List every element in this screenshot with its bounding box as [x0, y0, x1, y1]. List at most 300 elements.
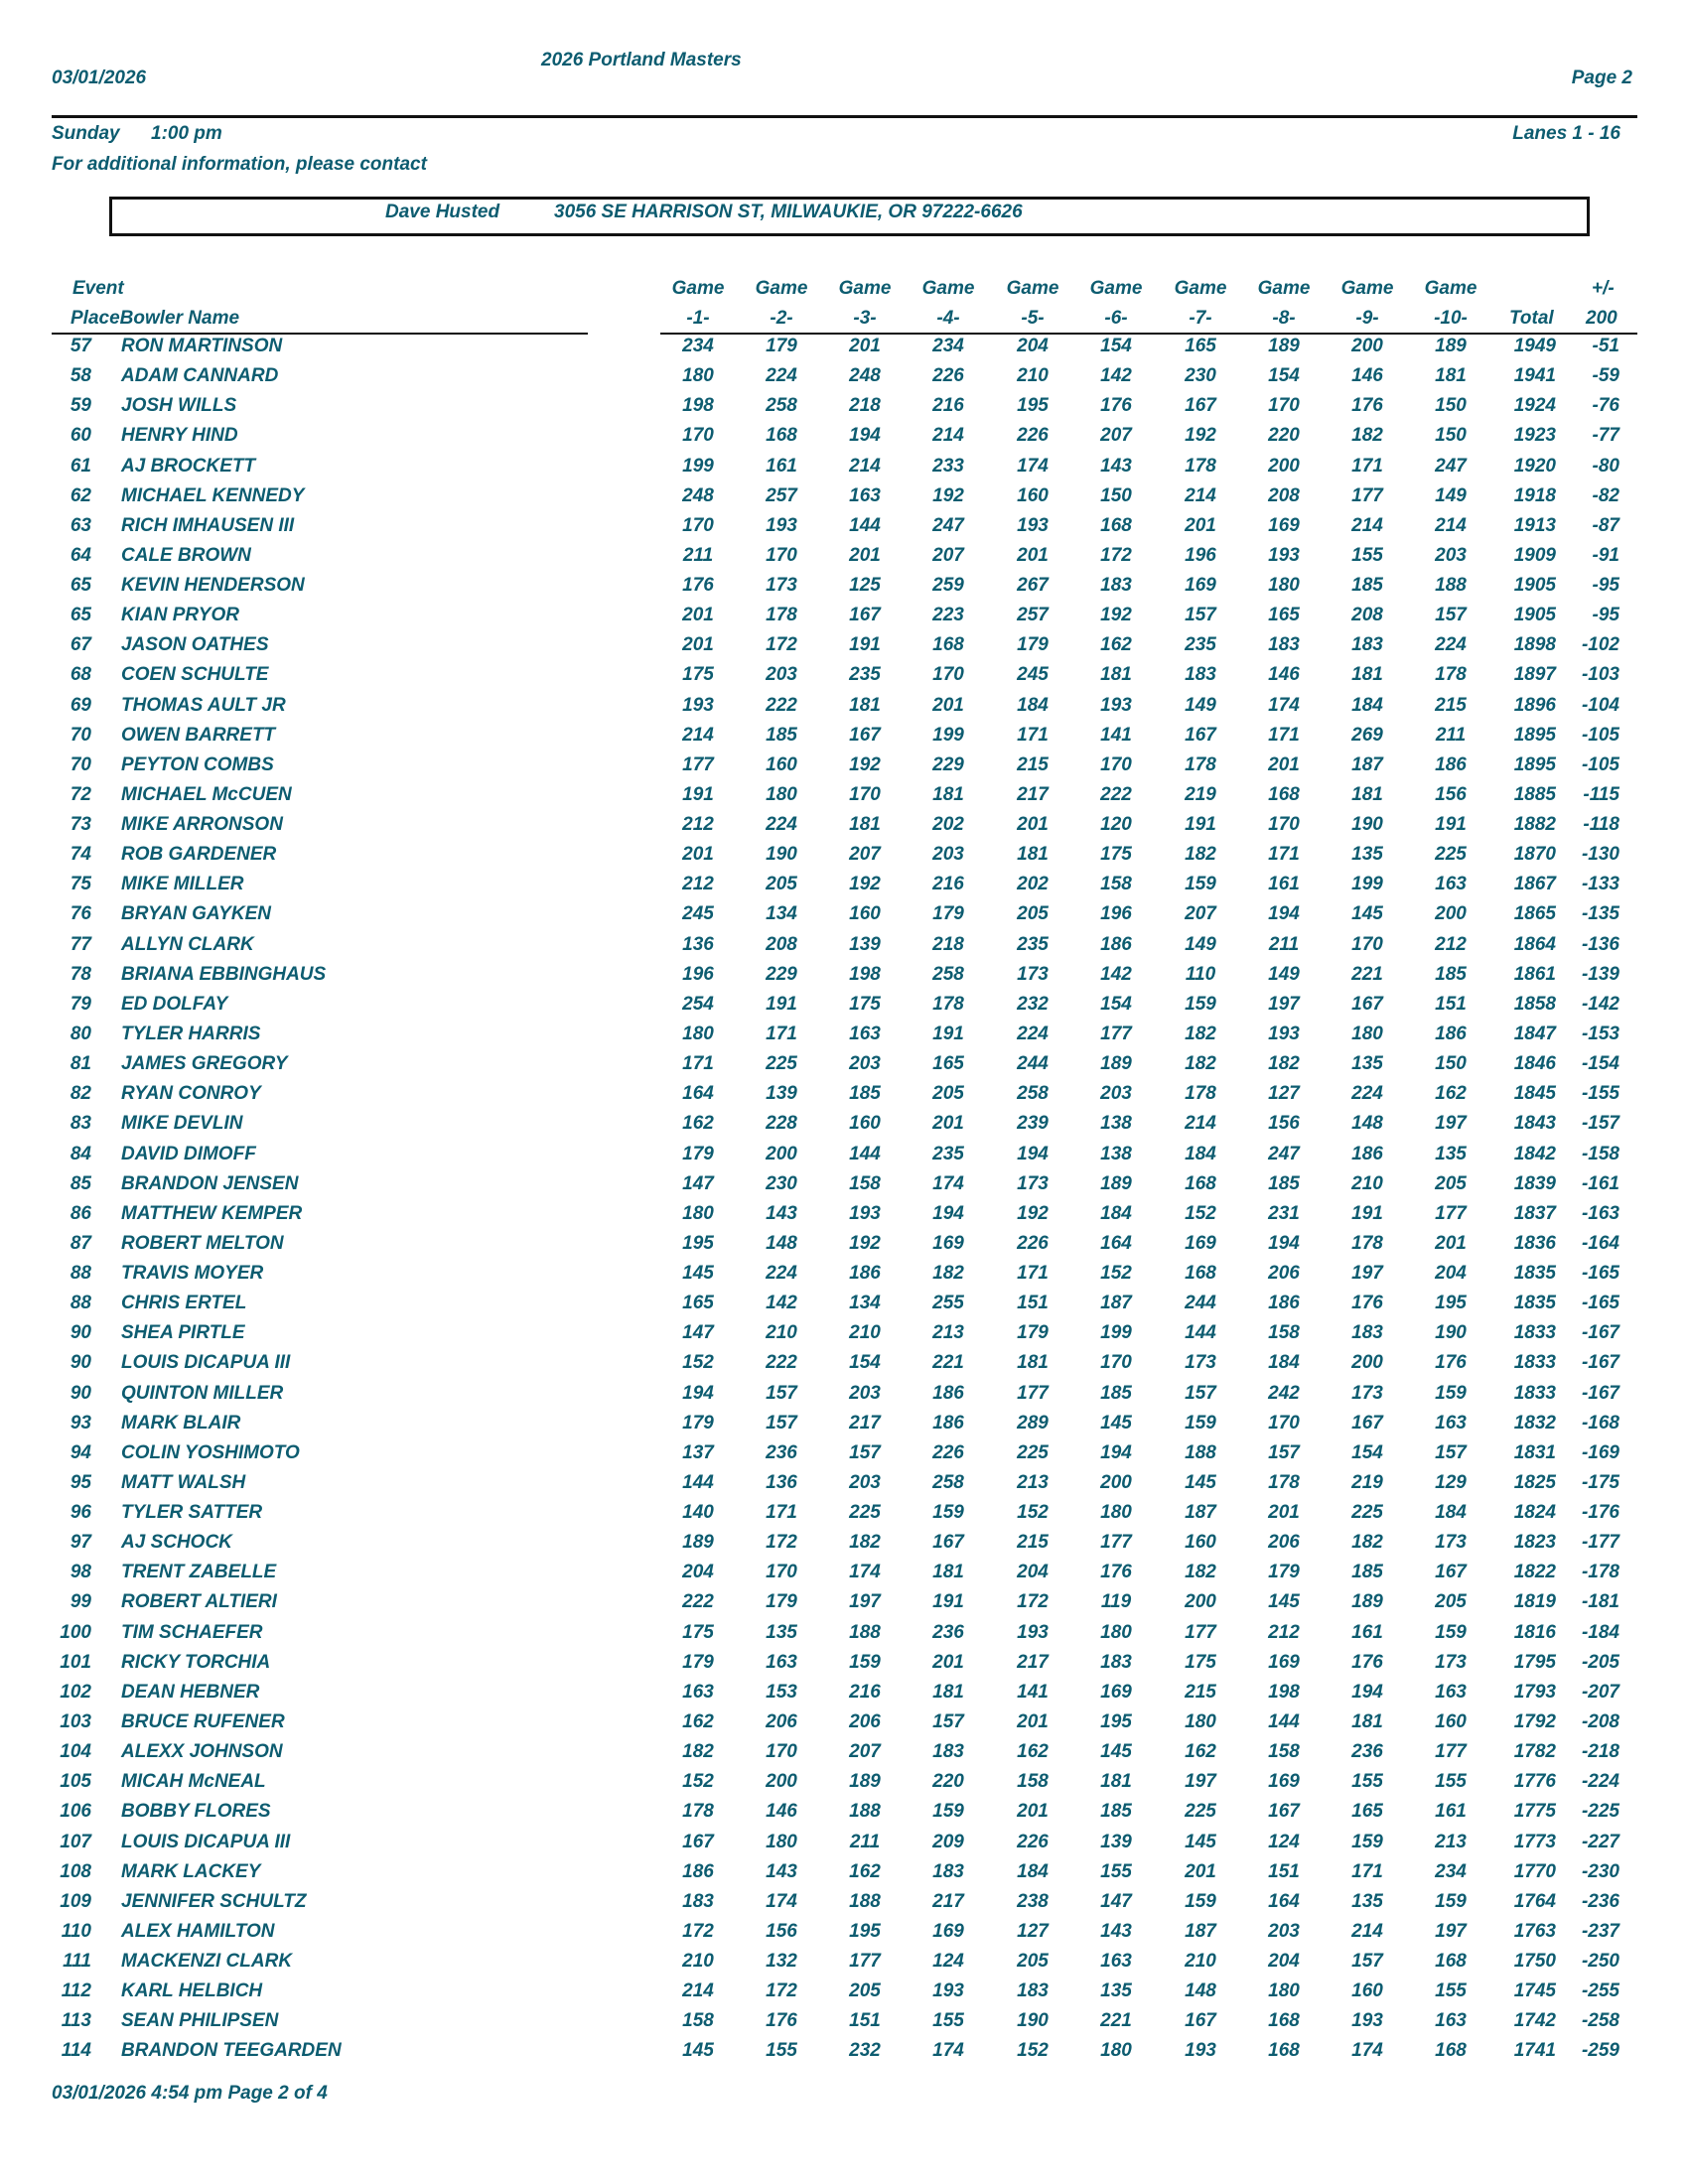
table-row [0, 1383, 1688, 1413]
game-1-score-cell: 204 [682, 1562, 714, 1583]
game-9-score-cell: 194 [1351, 1681, 1383, 1703]
game-1-score-cell: 201 [682, 844, 714, 866]
game-4-score-cell: 179 [932, 903, 964, 925]
plusminus-cell: -77 [1592, 425, 1619, 447]
game-4-score-cell: 229 [932, 753, 964, 775]
game-6-score-cell: 175 [1100, 844, 1132, 866]
game-5-score-cell: 226 [1017, 425, 1049, 447]
game-6-score-cell: 185 [1100, 1382, 1132, 1404]
game-6-score-cell: 119 [1100, 1591, 1132, 1613]
plusminus-cell: -175 [1581, 1471, 1619, 1493]
game-7-score-cell: 235 [1185, 634, 1216, 656]
total-cell: 1885 [1513, 783, 1556, 805]
bowler-name-cell: ROBERT ALTIERI [121, 1591, 277, 1613]
game-1-score-cell: 195 [682, 1232, 714, 1254]
game-5-score-cell: 160 [1017, 484, 1049, 506]
game-8-score-cell: 144 [1268, 1710, 1300, 1732]
game-5-score-cell: 201 [1017, 1801, 1049, 1823]
game-10-score-cell: 200 [1435, 903, 1467, 925]
game-1-score-cell: 198 [682, 395, 714, 417]
game-3-score-cell: 207 [849, 844, 881, 866]
total-cell: 1909 [1513, 544, 1556, 566]
game-8-score-cell: 167 [1268, 1801, 1300, 1823]
total-cell: 1792 [1513, 1710, 1556, 1732]
game-5-score-cell: 179 [1017, 634, 1049, 656]
game-8-score-cell: 149 [1268, 963, 1300, 985]
game-5-score-cell: 172 [1017, 1591, 1049, 1613]
game-6-score-cell: 199 [1100, 1322, 1132, 1344]
table-row [0, 1442, 1688, 1472]
table-row [0, 485, 1688, 515]
game-3-score-cell: 154 [849, 1352, 881, 1374]
game-10-score-cell: 163 [1435, 2010, 1467, 2032]
game-9-score-cell: 183 [1351, 634, 1383, 656]
game-6-score-cell: 172 [1100, 544, 1132, 566]
game-8-score-cell: 206 [1268, 1532, 1300, 1554]
table-row [0, 1861, 1688, 1891]
place-cell: 78 [70, 963, 91, 985]
game-7-score-cell: 162 [1185, 1741, 1216, 1763]
game-9-score-cell: 177 [1351, 484, 1383, 506]
game-number-header-6: -6- [1104, 308, 1128, 329]
event-header: Event [72, 278, 124, 299]
game-2-score-cell: 200 [766, 1143, 797, 1164]
total-cell: 1895 [1513, 753, 1556, 775]
game-7-score-cell: 167 [1185, 395, 1216, 417]
total-cell: 1822 [1513, 1562, 1556, 1583]
total-cell: 1949 [1513, 336, 1556, 356]
game-1-score-cell: 211 [682, 544, 714, 566]
game-8-score-cell: 197 [1268, 993, 1300, 1015]
game-9-score-cell: 155 [1351, 544, 1383, 566]
game-9-score-cell: 145 [1351, 903, 1383, 925]
game-2-score-cell: 224 [766, 814, 797, 836]
game-4-score-cell: 199 [932, 724, 964, 746]
game-6-score-cell: 120 [1100, 814, 1132, 836]
total-cell: 1941 [1513, 365, 1556, 387]
game-5-score-cell: 235 [1017, 933, 1049, 955]
game-2-score-cell: 157 [766, 1382, 797, 1404]
total-cell: 1897 [1513, 664, 1556, 686]
game-1-score-cell: 147 [682, 1172, 714, 1194]
place-cell: 113 [61, 2010, 91, 2032]
game-2-score-cell: 172 [766, 1980, 797, 2002]
place-cell: 110 [61, 1920, 91, 1942]
game-10-score-cell: 168 [1435, 1951, 1467, 1973]
bowler-name-cell: TRAVIS MOYER [121, 1263, 264, 1285]
table-row [0, 395, 1688, 425]
bowler-name-cell: MARK LACKEY [121, 1860, 261, 1882]
table-row [0, 1293, 1688, 1322]
game-2-score-cell: 170 [766, 1741, 797, 1763]
bowler-name-cell: BRANDON JENSEN [121, 1172, 299, 1194]
place-cell: 74 [70, 844, 91, 866]
game-3-score-cell: 175 [849, 993, 881, 1015]
report-title: 2026 Portland Masters [541, 50, 742, 70]
game-5-score-cell: 179 [1017, 1322, 1049, 1344]
place-cell: 97 [70, 1532, 91, 1554]
table-row [0, 874, 1688, 903]
game-1-score-cell: 176 [682, 575, 714, 597]
game-2-score-cell: 174 [766, 1890, 797, 1912]
game-header-5: Game [1006, 278, 1059, 299]
game-7-score-cell: 210 [1185, 1951, 1216, 1973]
game-5-score-cell: 141 [1017, 1681, 1049, 1703]
game-1-score-cell: 175 [682, 664, 714, 686]
game-5-score-cell: 194 [1017, 1143, 1049, 1164]
game-7-score-cell: 187 [1185, 1502, 1216, 1524]
total-cell: 1793 [1513, 1681, 1556, 1703]
game-9-score-cell: 208 [1351, 605, 1383, 626]
game-1-score-cell: 136 [682, 933, 714, 955]
game-6-score-cell: 183 [1100, 575, 1132, 597]
game-2-score-cell: 222 [766, 694, 797, 716]
page-number: Page 2 [1571, 68, 1632, 88]
game-6-score-cell: 187 [1100, 1293, 1132, 1314]
total-cell: 1896 [1513, 694, 1556, 716]
game-9-score-cell: 181 [1351, 664, 1383, 686]
place-cell: 90 [70, 1352, 91, 1374]
game-8-score-cell: 168 [1268, 783, 1300, 805]
total-cell: 1839 [1513, 1172, 1556, 1194]
game-2-score-cell: 161 [766, 455, 797, 477]
plusminus-cell: -237 [1581, 1920, 1619, 1942]
total-cell: 1836 [1513, 1232, 1556, 1254]
place-cell: 81 [70, 1053, 91, 1075]
total-cell: 1895 [1513, 724, 1556, 746]
game-10-score-cell: 215 [1435, 694, 1467, 716]
game-10-score-cell: 163 [1435, 1681, 1467, 1703]
game-1-score-cell: 164 [682, 1083, 714, 1105]
game-6-score-cell: 138 [1100, 1143, 1132, 1164]
plusminus-base-header: 200 [1586, 308, 1618, 329]
place-cell: 77 [70, 933, 91, 955]
game-4-score-cell: 205 [932, 1083, 964, 1105]
plusminus-cell: -255 [1581, 1980, 1619, 2002]
bowler-name-cell: MICHAEL KENNEDY [121, 484, 305, 506]
total-cell: 1837 [1513, 1202, 1556, 1224]
bowler-name-cell: JAMES GREGORY [121, 1053, 288, 1075]
game-1-score-cell: 163 [682, 1681, 714, 1703]
game-8-score-cell: 169 [1268, 514, 1300, 536]
game-header-4: Game [921, 278, 975, 299]
game-2-score-cell: 205 [766, 874, 797, 895]
game-1-score-cell: 158 [682, 2010, 714, 2032]
place-cell: 85 [70, 1172, 91, 1194]
place-cell: 88 [70, 1263, 91, 1285]
game-7-score-cell: 169 [1185, 1232, 1216, 1254]
game-2-score-cell: 143 [766, 1202, 797, 1224]
game-9-score-cell: 214 [1351, 514, 1383, 536]
game-7-score-cell: 188 [1185, 1441, 1216, 1463]
game-7-score-cell: 182 [1185, 1023, 1216, 1044]
game-1-score-cell: 180 [682, 1202, 714, 1224]
game-2-score-cell: 176 [766, 2010, 797, 2032]
total-cell: 1825 [1513, 1471, 1556, 1493]
bowler-name-cell: MACKENZI CLARK [121, 1951, 293, 1973]
game-4-score-cell: 169 [932, 1920, 964, 1942]
game-1-score-cell: 178 [682, 1801, 714, 1823]
game-number-header-1: -1- [686, 308, 710, 329]
game-9-score-cell: 181 [1351, 1710, 1383, 1732]
game-9-score-cell: 236 [1351, 1741, 1383, 1763]
game-7-score-cell: 215 [1185, 1681, 1216, 1703]
place-cell: 57 [70, 336, 91, 356]
game-6-score-cell: 154 [1100, 336, 1132, 356]
game-8-score-cell: 193 [1268, 1023, 1300, 1044]
game-4-score-cell: 207 [932, 544, 964, 566]
total-cell: 1905 [1513, 575, 1556, 597]
game-1-score-cell: 193 [682, 694, 714, 716]
plusminus-cell: -105 [1581, 753, 1619, 775]
game-4-score-cell: 192 [932, 484, 964, 506]
plusminus-cell: -225 [1581, 1801, 1619, 1823]
bowler-name-cell: ALEXX JOHNSON [121, 1741, 283, 1763]
game-3-score-cell: 188 [849, 1801, 881, 1823]
game-4-score-cell: 247 [932, 514, 964, 536]
game-8-score-cell: 183 [1268, 634, 1300, 656]
game-5-score-cell: 289 [1017, 1412, 1049, 1433]
game-3-score-cell: 193 [849, 1202, 881, 1224]
total-cell: 1832 [1513, 1412, 1556, 1433]
game-7-score-cell: 187 [1185, 1920, 1216, 1942]
game-6-score-cell: 203 [1100, 1083, 1132, 1105]
game-10-score-cell: 224 [1435, 634, 1467, 656]
game-1-score-cell: 183 [682, 1890, 714, 1912]
game-3-score-cell: 201 [849, 544, 881, 566]
game-7-score-cell: 178 [1185, 455, 1216, 477]
game-2-score-cell: 160 [766, 753, 797, 775]
game-7-score-cell: 219 [1185, 783, 1216, 805]
game-header-8: Game [1257, 278, 1311, 299]
bowler-name-cell: RICKY TORCHIA [121, 1651, 271, 1673]
game-6-score-cell: 143 [1100, 455, 1132, 477]
bowler-name-cell: QUINTON MILLER [121, 1382, 284, 1404]
name-column-rule [52, 333, 588, 335]
table-row [0, 456, 1688, 485]
game-3-score-cell: 160 [849, 1113, 881, 1135]
game-3-score-cell: 192 [849, 753, 881, 775]
total-cell: 1831 [1513, 1441, 1556, 1463]
table-row [0, 1203, 1688, 1233]
game-3-score-cell: 144 [849, 514, 881, 536]
place-cell: 73 [70, 814, 91, 836]
game-4-score-cell: 124 [932, 1951, 964, 1973]
game-7-score-cell: 169 [1185, 575, 1216, 597]
game-8-score-cell: 194 [1268, 1232, 1300, 1254]
game-4-score-cell: 220 [932, 1771, 964, 1793]
game-1-score-cell: 182 [682, 1741, 714, 1763]
game-8-score-cell: 154 [1268, 365, 1300, 387]
total-cell: 1920 [1513, 455, 1556, 477]
plusminus-cell: -80 [1592, 455, 1619, 477]
game-10-score-cell: 159 [1435, 1890, 1467, 1912]
game-9-score-cell: 173 [1351, 1382, 1383, 1404]
game-7-score-cell: 177 [1185, 1621, 1216, 1643]
game-1-score-cell: 245 [682, 903, 714, 925]
plusminus-cell: -169 [1581, 1441, 1619, 1463]
table-row [0, 1951, 1688, 1980]
table-row [0, 994, 1688, 1024]
table-row [0, 365, 1688, 395]
game-10-score-cell: 214 [1435, 514, 1467, 536]
game-1-score-cell: 179 [682, 1143, 714, 1164]
total-cell: 1898 [1513, 634, 1556, 656]
game-9-score-cell: 185 [1351, 1562, 1383, 1583]
total-header: Total [1509, 308, 1554, 329]
game-5-score-cell: 205 [1017, 1951, 1049, 1973]
place-cell: 75 [70, 874, 91, 895]
game-8-score-cell: 170 [1268, 1412, 1300, 1433]
game-10-score-cell: 186 [1435, 1023, 1467, 1044]
table-row [0, 695, 1688, 725]
place-cell: 107 [60, 1831, 91, 1852]
game-8-score-cell: 145 [1268, 1591, 1300, 1613]
game-9-score-cell: 221 [1351, 963, 1383, 985]
game-10-score-cell: 129 [1435, 1471, 1467, 1493]
plusminus-cell: -184 [1581, 1621, 1619, 1643]
game-2-score-cell: 193 [766, 514, 797, 536]
game-2-score-cell: 136 [766, 1471, 797, 1493]
game-5-score-cell: 258 [1017, 1083, 1049, 1105]
game-4-score-cell: 174 [932, 1172, 964, 1194]
game-1-score-cell: 180 [682, 1023, 714, 1044]
game-9-score-cell: 197 [1351, 1263, 1383, 1285]
game-6-score-cell: 143 [1100, 1920, 1132, 1942]
game-9-score-cell: 171 [1351, 1860, 1383, 1882]
game-6-score-cell: 138 [1100, 1113, 1132, 1135]
game-6-score-cell: 181 [1100, 1771, 1132, 1793]
place-cell: 62 [70, 484, 91, 506]
game-4-score-cell: 178 [932, 993, 964, 1015]
table-row [0, 1144, 1688, 1173]
place-cell: 112 [61, 1980, 91, 2002]
game-7-score-cell: 214 [1185, 484, 1216, 506]
game-2-score-cell: 236 [766, 1441, 797, 1463]
game-1-score-cell: 170 [682, 514, 714, 536]
total-cell: 1867 [1513, 874, 1556, 895]
game-4-score-cell: 165 [932, 1053, 964, 1075]
game-8-score-cell: 179 [1268, 1562, 1300, 1583]
plusminus-cell: -82 [1592, 484, 1619, 506]
game-header-1: Game [671, 278, 725, 299]
game-2-score-cell: 155 [766, 2040, 797, 2062]
game-2-score-cell: 143 [766, 1860, 797, 1882]
plusminus-cell: -163 [1581, 1202, 1619, 1224]
game-1-score-cell: 201 [682, 605, 714, 626]
game-10-score-cell: 151 [1435, 993, 1467, 1015]
game-9-score-cell: 176 [1351, 1293, 1383, 1314]
plusminus-cell: -105 [1581, 724, 1619, 746]
game-7-score-cell: 201 [1185, 1860, 1216, 1882]
game-7-score-cell: 149 [1185, 933, 1216, 955]
game-6-score-cell: 176 [1100, 395, 1132, 417]
game-5-score-cell: 181 [1017, 1352, 1049, 1374]
game-3-score-cell: 216 [849, 1681, 881, 1703]
table-row [0, 1113, 1688, 1143]
table-row [0, 1562, 1688, 1591]
game-9-score-cell: 146 [1351, 365, 1383, 387]
place-cell: 68 [70, 664, 91, 686]
game-5-score-cell: 192 [1017, 1202, 1049, 1224]
game-10-score-cell: 159 [1435, 1621, 1467, 1643]
game-6-score-cell: 200 [1100, 1471, 1132, 1493]
game-3-score-cell: 144 [849, 1143, 881, 1164]
game-10-score-cell: 163 [1435, 1412, 1467, 1433]
place-cell: 90 [70, 1322, 91, 1344]
game-9-score-cell: 135 [1351, 844, 1383, 866]
bowler-name-cell: MATTHEW KEMPER [121, 1202, 303, 1224]
bowler-name-cell: ADAM CANNARD [121, 365, 279, 387]
game-2-score-cell: 134 [766, 903, 797, 925]
plusminus-cell: -130 [1581, 844, 1619, 866]
game-4-score-cell: 235 [932, 1143, 964, 1164]
game-6-score-cell: 193 [1100, 694, 1132, 716]
plusminus-cell: -161 [1581, 1172, 1619, 1194]
place-cell: 79 [70, 993, 91, 1015]
game-4-score-cell: 155 [932, 2010, 964, 2032]
total-cell: 1742 [1513, 2010, 1556, 2032]
game-8-score-cell: 193 [1268, 544, 1300, 566]
game-3-score-cell: 160 [849, 903, 881, 925]
game-9-score-cell: 191 [1351, 1202, 1383, 1224]
bowler-name-cell: ALLYN CLARK [121, 933, 254, 955]
game-6-score-cell: 162 [1100, 634, 1132, 656]
lanes-range: Lanes 1 - 16 [1512, 123, 1620, 144]
game-5-score-cell: 201 [1017, 1710, 1049, 1732]
game-8-score-cell: 170 [1268, 814, 1300, 836]
game-9-score-cell: 224 [1351, 1083, 1383, 1105]
bowler-name-cell: AJ BROCKETT [121, 455, 256, 477]
game-7-score-cell: 160 [1185, 1532, 1216, 1554]
table-row [0, 1472, 1688, 1502]
bowler-name-cell: LOUIS DICAPUA III [121, 1831, 291, 1852]
plusminus-cell: -258 [1581, 2010, 1619, 2032]
plusminus-cell: -168 [1581, 1412, 1619, 1433]
bowler-name-cell: CHRIS ERTEL [121, 1293, 247, 1314]
plusminus-cell: -118 [1583, 814, 1619, 836]
game-7-score-cell: 159 [1185, 1412, 1216, 1433]
contact-name: Dave Husted [385, 202, 500, 222]
game-9-score-cell: 189 [1351, 1591, 1383, 1613]
game-3-score-cell: 174 [849, 1562, 881, 1583]
place-cell: 83 [70, 1113, 91, 1135]
game-3-score-cell: 134 [849, 1293, 881, 1314]
place-cell: 59 [70, 395, 91, 417]
total-cell: 1835 [1513, 1263, 1556, 1285]
game-7-score-cell: 193 [1185, 2040, 1216, 2062]
game-5-score-cell: 224 [1017, 1023, 1049, 1044]
game-3-score-cell: 182 [849, 1532, 881, 1554]
plusminus-cell: -153 [1581, 1023, 1619, 1044]
plusminus-cell: -167 [1581, 1322, 1619, 1344]
game-8-score-cell: 164 [1268, 1890, 1300, 1912]
game-8-score-cell: 169 [1268, 1771, 1300, 1793]
game-1-score-cell: 194 [682, 1382, 714, 1404]
game-9-score-cell: 200 [1351, 1352, 1383, 1374]
game-8-score-cell: 178 [1268, 1471, 1300, 1493]
game-5-score-cell: 184 [1017, 1860, 1049, 1882]
game-5-score-cell: 193 [1017, 1621, 1049, 1643]
plusminus-cell: -224 [1581, 1771, 1619, 1793]
game-6-score-cell: 150 [1100, 484, 1132, 506]
game-8-score-cell: 201 [1268, 753, 1300, 775]
game-1-score-cell: 175 [682, 1621, 714, 1643]
place-cell: 87 [70, 1232, 91, 1254]
game-4-score-cell: 217 [932, 1890, 964, 1912]
game-2-score-cell: 171 [766, 1023, 797, 1044]
game-10-score-cell: 177 [1435, 1202, 1467, 1224]
